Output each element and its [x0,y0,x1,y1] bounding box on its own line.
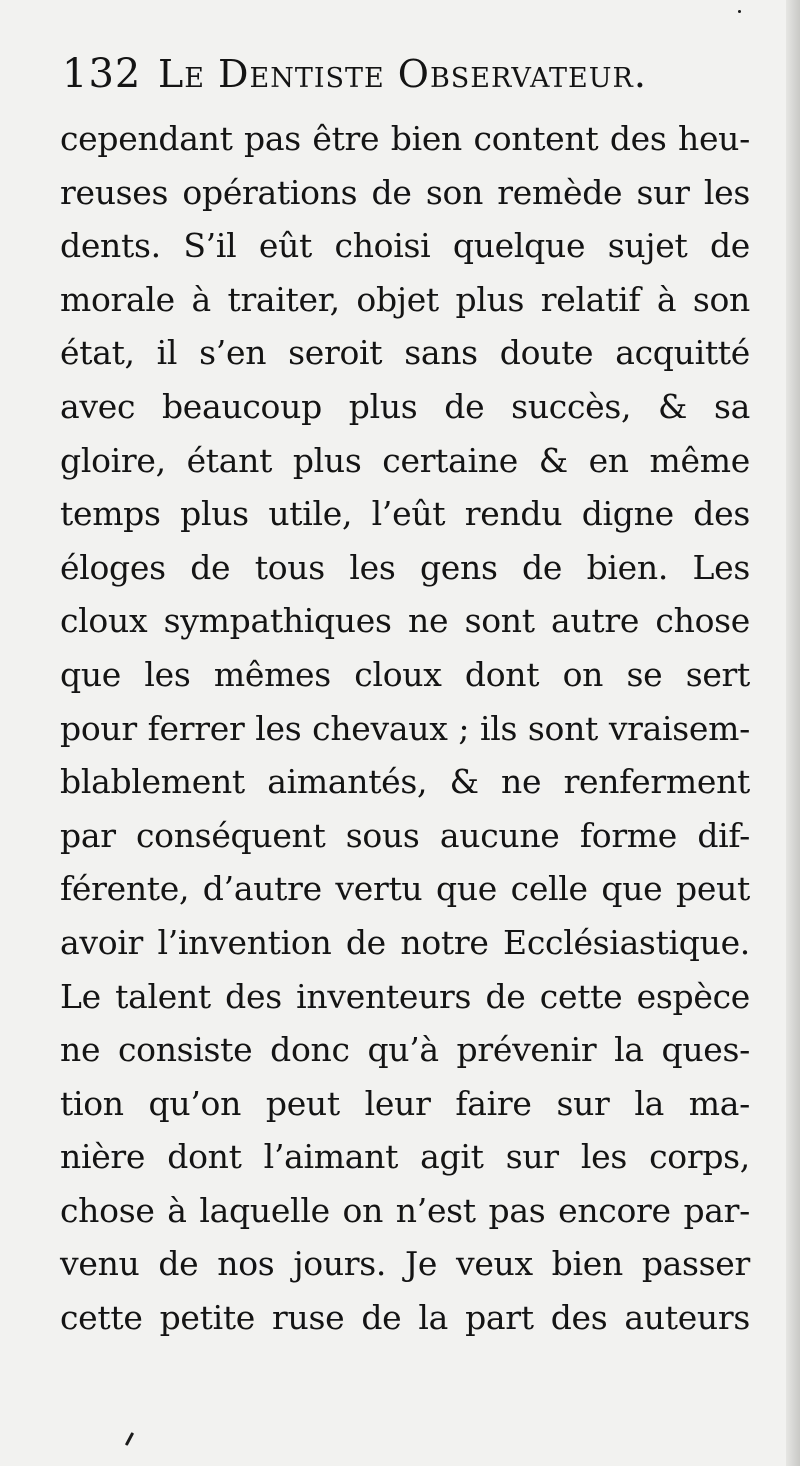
text-line: reuses opérations de son remède sur les [60,172,750,212]
text-line: état, il s’en seroit sans doute acquitté [60,333,750,373]
text-line: que les mêmes cloux dont on se sert [60,654,750,694]
text-line: gloire, étant plus certaine & en même [60,440,750,480]
ink-speck [125,1432,134,1446]
text-line: cette petite ruse de la part des auteurs [60,1298,750,1338]
text-line: tion qu’on peut leur faire sur la ma- [60,1083,750,1123]
page-number: 132 [62,51,142,97]
text-line: avoir l’invention de notre Ecclésiastique. [60,922,750,962]
text-line: par conséquent sous aucune forme dif- [60,815,750,855]
body-text [60,112,750,1345]
running-title: Le Dentiste Observateur. [158,52,647,96]
text-line: Le talent des inventeurs de cette espèce [60,976,750,1016]
text-line: cependant pas être bien content des heu- [60,119,750,158]
page-edge-shadow [786,0,800,1466]
text-line: avec beaucoup plus de succès, & sa [60,386,750,426]
ink-speck [738,10,741,13]
text-line: nière dont l’aimant agit sur les corps, [60,1137,750,1177]
text-line: temps plus utile, l’eût rendu digne des [60,494,750,534]
text-line: cloux sympathiques ne sont autre chose [60,601,750,641]
text-line: éloges de tous les gens de bien. Les [60,547,750,587]
text-line: pour ferrer les chevaux ; ils sont vraisem- [60,708,750,748]
text-line: férente, d’autre vertu que celle que peut [60,869,750,909]
text-line: chose à laquelle on n’est pas encore par- [60,1190,750,1230]
text-line: morale à traiter, objet plus relatif à son [60,279,750,319]
text-line: venu de nos jours. Je veux bien passer [60,1244,750,1284]
text-line: dents. S’il eût choisi quelque sujet de [60,226,750,266]
text-line: blablement aimantés, & ne renferment [60,762,750,802]
page-header [62,44,742,104]
text-line: ne consiste donc qu’à prévenir la ques- [60,1030,750,1070]
